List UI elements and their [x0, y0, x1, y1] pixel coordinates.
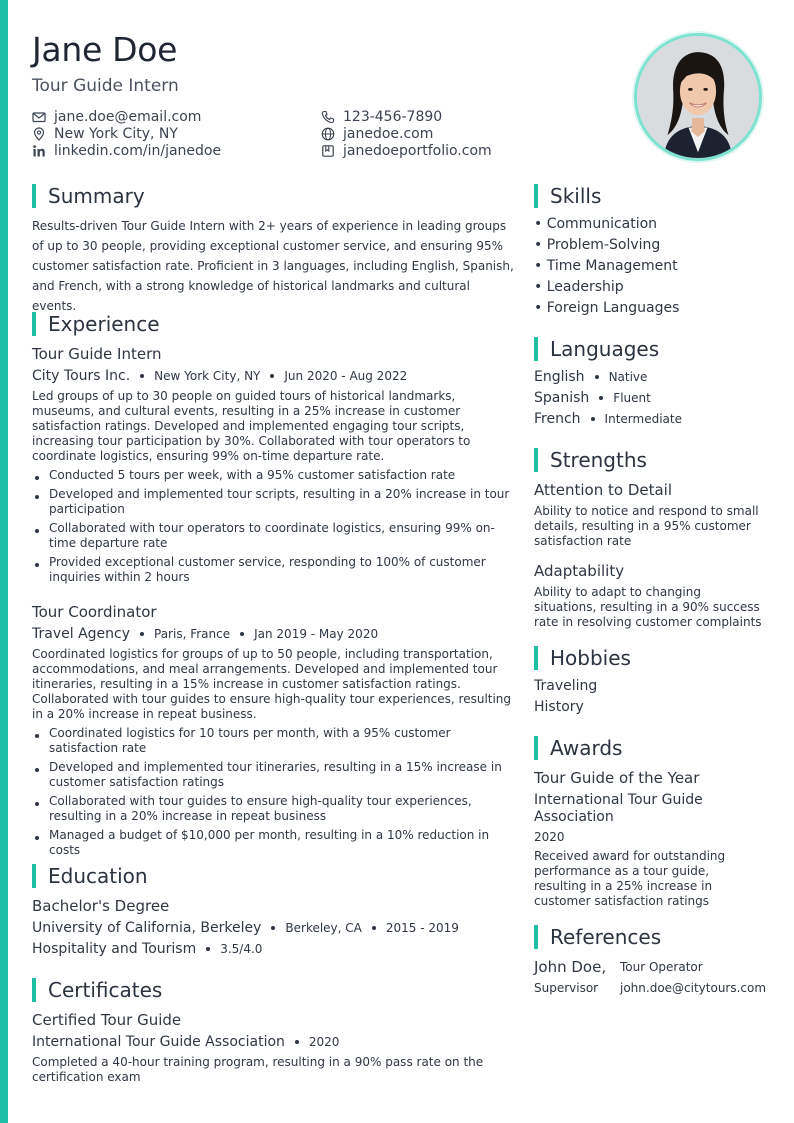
portrait-image — [637, 36, 759, 158]
phone-icon — [321, 110, 335, 124]
job-bullets — [32, 726, 510, 862]
contact-location — [32, 125, 178, 142]
skill-item: • Problem-Solving — [534, 237, 661, 253]
portfolio-text: janedoeportfolio.com — [343, 142, 492, 159]
contact-email[interactable] — [32, 108, 201, 125]
job-description: Led groups of up to 30 people on guided tours of historical landmarks, museums, and cultural events, resulting in a 25% increase in customer satisfaction ratings. Developed and implemented engaging tour scripts, increasing tour participation by 30%. Collaborated with tour operators to coordinate logistics, ensuring 99% on-time departure rate. — [32, 389, 471, 463]
certificate-description: Completed a 40-hour training program, resulting in a 90% pass rate on the certification exam — [32, 1055, 484, 1084]
strengths-heading — [534, 448, 647, 472]
skills-list — [534, 214, 774, 319]
summary-text: Results-driven Tour Guide Intern with 2+ years of experience in leading groups of up to 30 people, providing exceptional customer service, and ensuring 95% customer satisfaction rate. Proficient in 3 languages, including English, Spanish, and French, with a strong knowledge of historical landmarks and cultural events. — [32, 219, 514, 313]
language-level: Fluent — [613, 391, 651, 405]
job-meta — [32, 626, 378, 642]
strength-description: Ability to notice and respond to small details, resulting in a 95% customer satisfaction rate — [534, 504, 759, 548]
strengths-heading-text: Strengths — [550, 448, 647, 472]
certificate-name: Certified Tour Guide — [32, 1011, 182, 1029]
skill-item: • Foreign Languages — [534, 300, 680, 316]
job-bullet: Collaborated with tour operators to coordinate logistics, ensuring 99% on-time departure rate — [32, 521, 510, 551]
strength-name: Adaptability — [534, 562, 625, 580]
job-title: Tour Guide Intern — [32, 345, 162, 363]
certificates-heading — [32, 978, 162, 1002]
language-level: Intermediate — [604, 412, 682, 426]
phone-text: 123-456-7890 — [343, 108, 443, 125]
skills-heading-text: Skills — [550, 184, 602, 208]
job-description: Coordinated logistics for groups of up to 50 people, including transportation, accommodations, and meal arrangements. Developed and implemented tour itineraries, resulting in a 15% increase in customer satisfaction ratings. Collaborated with tour guides to ensure high-quality tour experiences, resulting in a 20% increase in repeat business. — [32, 647, 512, 721]
email-text: jane.doe@email.com — [54, 108, 202, 125]
awards-heading-text: Awards — [550, 736, 623, 760]
job-bullet: Provided exceptional customer service, responding to 100% of customer inquiries within 2 hours — [32, 555, 510, 585]
job-meta — [32, 368, 407, 384]
skill-item: • Leadership — [534, 279, 624, 295]
education-heading — [32, 864, 148, 888]
reference-name: John Doe, — [534, 958, 607, 976]
skill-item: • Time Management — [534, 258, 678, 274]
hobbies-heading-text: Hobbies — [550, 646, 631, 670]
separator-dot — [240, 632, 244, 636]
envelope-icon — [32, 110, 46, 124]
location-pin-icon — [32, 127, 46, 141]
job-bullet: Collaborated with tour guides to ensure high-quality tour experiences, resulting in a 20% increase in repeat business — [32, 794, 510, 824]
hobby-item: Traveling — [534, 678, 598, 694]
accent-bar — [0, 0, 8, 1123]
separator-dot — [595, 375, 599, 379]
references-heading — [534, 925, 661, 949]
separator-dot — [599, 396, 603, 400]
bookmark-icon — [321, 144, 335, 158]
separator-dot — [206, 947, 210, 951]
summary-heading-text: Summary — [48, 184, 145, 208]
experience-heading — [32, 312, 160, 336]
reference-position: Tour Operator — [620, 960, 703, 974]
candidate-name: Jane Doe — [32, 30, 178, 69]
skill-item: • Communication — [534, 216, 658, 232]
award-year: 2020 — [534, 830, 565, 844]
job-title: Tour Coordinator — [32, 603, 157, 621]
contact-info — [32, 108, 532, 162]
award-description: Received award for outstanding performance as a tour guide, resulting in a 25% increase in customer satisfaction ratings — [534, 849, 726, 908]
certificates-heading-text: Certificates — [48, 978, 163, 1002]
job-dates: Jun 2020 - Aug 2022 — [284, 369, 408, 383]
language-row — [534, 369, 647, 385]
language-name: French — [534, 411, 581, 427]
certificate-meta — [32, 1034, 339, 1050]
languages-heading — [534, 337, 659, 361]
job-bullet: Conducted 5 tours per week, with a 95% customer satisfaction rate — [32, 468, 510, 483]
hobby-item: History — [534, 699, 584, 715]
skills-heading — [534, 184, 601, 208]
summary-heading — [32, 184, 145, 208]
education-school: University of California, Berkeley — [32, 920, 262, 936]
separator-dot — [295, 1040, 299, 1044]
language-name: Spanish — [534, 390, 590, 406]
job-bullets — [32, 468, 510, 589]
separator-dot — [372, 926, 376, 930]
language-row — [534, 390, 651, 406]
language-level: Native — [608, 370, 648, 384]
languages-heading-text: Languages — [550, 337, 660, 361]
reference-role: Supervisor — [534, 981, 599, 995]
language-name: English — [534, 369, 585, 385]
certificate-year: 2020 — [308, 1035, 340, 1049]
education-gpa: 3.5/4.0 — [220, 942, 263, 956]
separator-dot — [270, 374, 274, 378]
separator-dot — [271, 926, 275, 930]
candidate-role: Tour Guide Intern — [32, 76, 179, 96]
job-company: Travel Agency — [32, 626, 130, 642]
education-location: Berkeley, CA — [285, 921, 362, 935]
education-field: Hospitality and Tourism — [32, 941, 197, 957]
job-location: Paris, France — [154, 627, 231, 641]
job-bullet: Developed and implemented tour scripts, resulting in a 20% increase in tour participation — [32, 487, 510, 517]
awards-heading — [534, 736, 622, 760]
experience-heading-text: Experience — [48, 312, 160, 336]
education-dates: 2015 - 2019 — [385, 921, 459, 935]
job-bullet: Developed and implemented tour itineraries, resulting in a 15% increase in customer satisfaction ratings — [32, 760, 510, 790]
linkedin-text: linkedin.com/in/janedoe — [54, 142, 222, 159]
strength-description: Ability to adapt to changing situations, resulting in a 90% success rate in resolving customer complaints — [534, 585, 762, 629]
separator-dot — [140, 374, 144, 378]
globe-icon — [321, 127, 335, 141]
certificate-issuer: International Tour Guide Association — [32, 1034, 285, 1050]
job-location: New York City, NY — [154, 369, 261, 383]
language-row — [534, 411, 682, 427]
references-heading-text: References — [550, 925, 662, 949]
job-company: City Tours Inc. — [32, 368, 131, 384]
profile-photo — [634, 33, 762, 161]
job-bullet: Managed a budget of $10,000 per month, resulting in a 10% reduction in costs — [32, 828, 510, 858]
contact-website[interactable] — [321, 125, 433, 142]
contact-portfolio[interactable] — [321, 142, 492, 159]
hobbies-heading — [534, 646, 631, 670]
education-meta — [32, 920, 459, 936]
strength-name: Attention to Detail — [534, 481, 673, 499]
education-field-row — [32, 941, 262, 957]
reference-email[interactable]: john.doe@citytours.com — [620, 981, 767, 995]
contact-linkedin[interactable] — [32, 142, 221, 159]
job-dates: Jan 2019 - May 2020 — [254, 627, 379, 641]
education-heading-text: Education — [48, 864, 148, 888]
separator-dot — [591, 417, 595, 421]
job-bullet: Coordinated logistics for 10 tours per month, with a 95% customer satisfaction rate — [32, 726, 510, 756]
location-text: New York City, NY — [54, 125, 178, 142]
linkedin-icon — [32, 144, 46, 158]
award-issuer: International Tour Guide Association — [534, 792, 703, 825]
contact-phone[interactable] — [321, 108, 442, 125]
education-degree: Bachelor's Degree — [32, 897, 170, 915]
separator-dot — [140, 632, 144, 636]
award-name: Tour Guide of the Year — [534, 769, 700, 787]
website-text: janedoe.com — [343, 125, 434, 142]
